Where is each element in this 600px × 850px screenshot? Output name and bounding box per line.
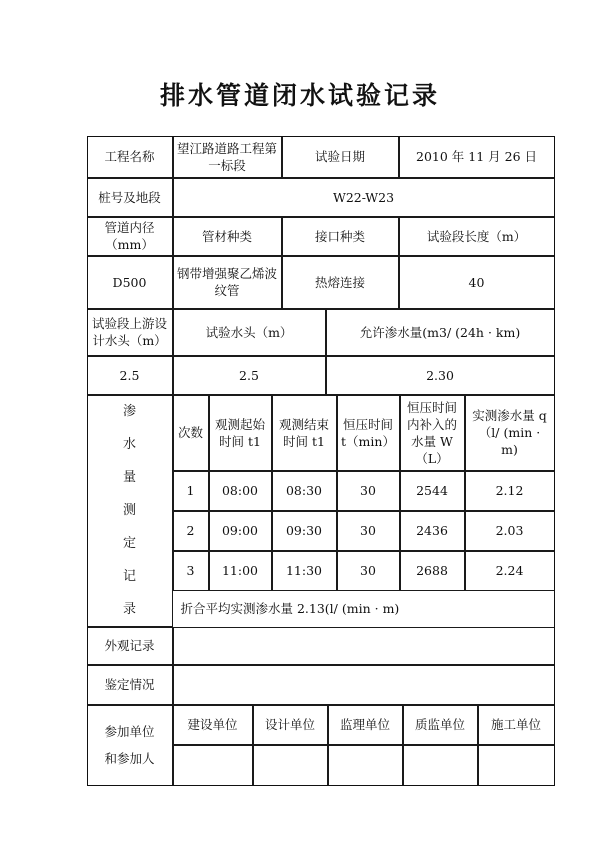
signature-cell: [403, 745, 478, 786]
seepage-cell-water: 2544: [400, 471, 465, 511]
seepage-cell-end: 11:30: [272, 551, 337, 591]
seepage-cell-water: 2436: [400, 511, 465, 551]
seepage-cell-duration: 30: [337, 511, 400, 551]
seepage-side-char: 量: [122, 469, 136, 485]
signature-cell: [328, 745, 403, 786]
seepage-side-char: 渗: [122, 403, 136, 419]
appraisal-label: [87, 665, 173, 705]
signature-cell: [173, 745, 253, 786]
test-head-value: 2.5: [173, 356, 326, 395]
joint-type-label: 接口种类: [282, 217, 399, 256]
col-header-count: 次数: [173, 395, 209, 471]
signature-cell: [478, 745, 555, 786]
seepage-cell-count: 3: [173, 551, 209, 591]
pipe-diameter-label: 管道内径（mm）: [87, 217, 173, 256]
participants-label-line: 和参加人: [104, 751, 155, 766]
seepage-cell-duration: 30: [337, 551, 400, 591]
pipe-diameter-value: D500: [87, 256, 173, 309]
appraisal-value: [173, 665, 555, 705]
seepage-cell-q: 2.12: [465, 471, 555, 511]
seepage-side-char: 水: [122, 436, 136, 452]
project-name-label: 工程名称: [87, 136, 173, 178]
seepage-cell-duration: 30: [337, 471, 400, 511]
upstream-head-value: 2.5: [87, 356, 173, 395]
seepage-cell-count: 2: [173, 511, 209, 551]
pipe-material-label: 管材种类: [173, 217, 282, 256]
station-value: W22-W23: [173, 178, 555, 217]
test-date-value: 2010 年 11 月 26 日: [399, 136, 555, 178]
unit-supervision: 监理单位: [328, 705, 403, 745]
participants-label: [87, 705, 173, 786]
col-header-start: 观测起始时间 t1: [209, 395, 272, 471]
appearance-value: [173, 627, 555, 665]
col-header-end: 观测结束时间 t1: [272, 395, 337, 471]
seepage-side-char: 录: [122, 601, 136, 617]
seepage-side-char: 测: [122, 502, 136, 518]
appraisal-label-text: 鉴定情况: [104, 677, 155, 692]
participants-label-line: 参加单位: [104, 724, 155, 739]
page-title: 排水管道闭水试验记录: [159, 81, 440, 110]
appearance-label: 外观记录: [87, 627, 173, 665]
unit-quality: 质监单位: [403, 705, 478, 745]
seepage-cell-start: 08:00: [209, 471, 272, 511]
seepage-cell-count: 1: [173, 471, 209, 511]
signature-cell: [253, 745, 328, 786]
seepage-cell-end: 08:30: [272, 471, 337, 511]
unit-construction: 建设单位: [173, 705, 253, 745]
seepage-side-char: 定: [122, 535, 136, 551]
test-date-label: 试验日期: [282, 136, 399, 178]
seepage-cell-start: 09:00: [209, 511, 272, 551]
upstream-head-label: 试验段上游设计水头（m）: [87, 309, 173, 356]
test-length-value: 40: [399, 256, 555, 309]
allowed-seepage-label: 允许渗水量(m3/ (24h · km): [326, 309, 555, 356]
allowed-seepage-value: 2.30: [326, 356, 555, 395]
seepage-cell-q: 2.24: [465, 551, 555, 591]
project-name-value: 望江路道路工程第一标段: [173, 136, 282, 178]
pipe-material-value: 钢带增强聚乙烯波纹管: [173, 256, 282, 309]
col-header-water: 恒压时间内补入的水量 W（L）: [400, 395, 465, 471]
col-header-q: 实测渗水量 q（l/ (min · m): [465, 395, 555, 471]
station-label: 桩号及地段: [87, 178, 173, 217]
seepage-cell-end: 09:30: [272, 511, 337, 551]
col-header-duration: 恒压时间 t（min）: [337, 395, 400, 471]
test-head-label: 试验水头（m）: [173, 309, 326, 356]
unit-design: 设计单位: [253, 705, 328, 745]
joint-type-value: 热熔连接: [282, 256, 399, 309]
average-seepage: 折合平均实测渗水量 2.13(l/ (min · m): [180, 601, 400, 616]
seepage-cell-water: 2688: [400, 551, 465, 591]
seepage-side-char: 记: [122, 568, 136, 584]
unit-contractor: 施工单位: [478, 705, 555, 745]
test-length-label: 试验段长度（m）: [399, 217, 555, 256]
seepage-cell-start: 11:00: [209, 551, 272, 591]
seepage-side-label: [87, 395, 173, 627]
seepage-cell-q: 2.03: [465, 511, 555, 551]
